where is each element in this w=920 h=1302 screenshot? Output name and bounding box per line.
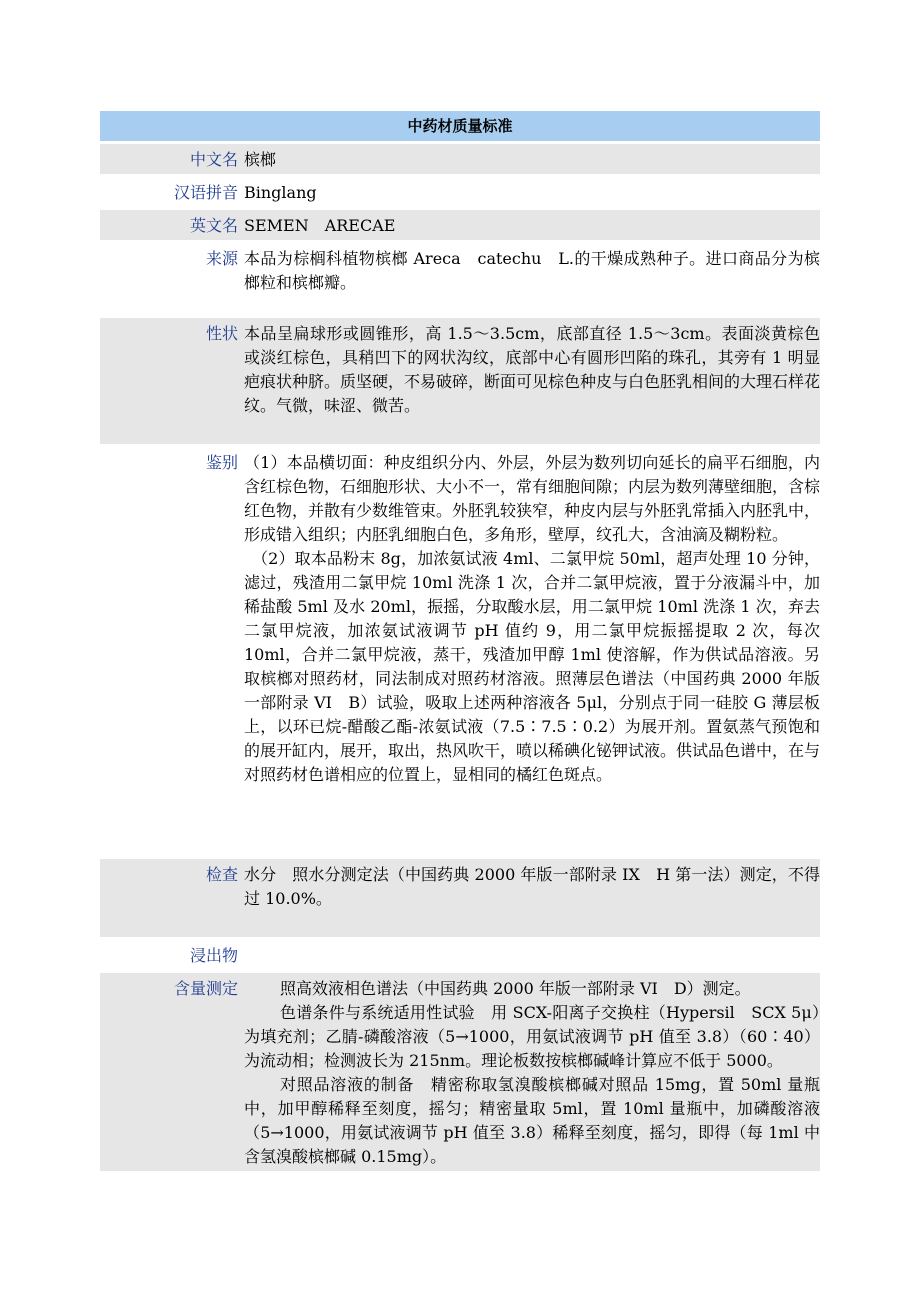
row-character [100, 318, 820, 444]
label-english-name: 英文名 [189, 216, 238, 235]
identification-paragraph-2: （2）取本品粉末 8g，加浓氨试液 4ml、二氯甲烷 50ml，超声处理 10 分钟，滤过，残渣用二氯甲烷 10ml 洗涤 1 次，合并二氯甲烷液，置于分液漏斗中，加稀盐酸 5ml 及水 20ml，振摇，分取酸水层，用二氯甲烷 10ml 洗涤 1 次，弃去二氯甲烷液，加浓氨试液调节 pH 值约 9，用二氯甲烷振摇提取 2 次，每次 10ml，合并二氯甲烷液，蒸干，残渣加甲醇 1ml 使溶解，作为供试品溶液。另取槟榔对照药材，同法制成对照药材溶液。照薄层色谱法（中国药典 2000 年版一部附录 VI B）试验，吸取上述两种溶液各 5μl，分别点于同一硅胶 G 薄层板上，以环已烷-醋酸乙酯-浓氨试液（7.5∶7.5∶0.2）为展开剂。置氨蒸气预饱和的展开缸内，展开，取出，热风吹干，喷以稀碘化铋钾试液。供试品色谱中，在与对照药材色谱相应的位置上，显相同的橘红色斑点。 [244, 549, 821, 784]
row-identification [100, 447, 820, 856]
assay-paragraph-3: 对照品溶液的制备 精密称取氢溴酸槟榔碱对照品 15mg，置 50ml 量瓶中，加甲醇稀释至刻度，摇匀；精密量取 5ml，置 10ml 量瓶中，加磷酸溶液（5→1000，用氨试液调节 pH 值至 3.8）稀释至刻度，摇匀，即得（每 1ml 中含氢溴酸槟榔碱 0.15mg）。 [244, 1075, 820, 1166]
value-english-name: SEMEN ARECAE [244, 216, 396, 235]
row-inspection [100, 859, 820, 937]
assay-paragraph-1: 照高效液相色谱法（中国药典 2000 年版一部附录 VI D）测定。 [280, 979, 751, 998]
value-identification [238, 447, 820, 856]
standard-table [100, 111, 820, 1174]
identification-paragraph-1: （1）本品横切面：种皮组织分内、外层，外层为数列切向延长的扁平石细胞，内含红棕色物，石细胞形状、大小不一，常有细胞间隙；内层为数列薄壁细胞，含棕红色物，并散有少数维管束。外胚乳较狭窄，种皮内层与外胚乳常插入内胚乳中，形成错入组织；内胚乳细胞白色，多角形，壁厚，纹孔大，含油滴及糊粉粒。 [244, 453, 821, 544]
label-character: 性状 [205, 324, 238, 343]
value-pinyin: Binglang [244, 183, 317, 202]
value-character: 本品呈扁球形或圆锥形，高 1.5～3.5cm，底部直径 1.5～3cm。表面淡黄棕色或淡红棕色，具稍凹下的网状沟纹，底部中心有圆形凹陷的珠孔，其旁有 1 明显疤痕状种脐。质坚硬，不易破碎，断面可见棕色种皮与白色胚乳相间的大理石样花纹。气微，味涩、微苦。 [244, 324, 821, 415]
row-assay [100, 973, 820, 1171]
row-source [100, 243, 820, 315]
table-title: 中药材质量标准 [100, 111, 820, 141]
label-pinyin: 汉语拼音 [173, 183, 238, 202]
label-inspection: 检查 [205, 865, 238, 884]
value-assay [238, 973, 820, 1171]
label-chinese-name: 中文名 [189, 150, 238, 169]
label-source: 来源 [205, 249, 238, 268]
row-chinese-name [100, 144, 820, 174]
value-chinese-name: 槟榔 [244, 150, 277, 169]
value-inspection: 水分 照水分测定法（中国药典 2000 年版一部附录 IX H 第一法）测定，不得过 10.0%。 [244, 865, 820, 908]
row-extract [100, 940, 820, 970]
label-identification: 鉴别 [205, 453, 238, 472]
row-english-name [100, 210, 820, 240]
value-extract [238, 940, 820, 970]
value-source: 本品为棕榈科植物槟榔 Areca catechu L.的干燥成熟种子。进口商品分为槟榔粒和槟榔瓣。 [244, 249, 820, 292]
row-pinyin [100, 177, 820, 207]
assay-paragraph-2: 色谱条件与系统适用性试验 用 SCX-阳离子交换柱（Hypersil SCX 5μ）为填充剂；乙腈-磷酸溶液（5→1000，用氨试液调节 pH 值至 3.8）（60∶40）为流动相；检测波长为 215nm。理论板数按槟榔碱峰计算应不低于 5000。 [244, 1003, 820, 1070]
label-assay: 含量测定 [173, 979, 238, 998]
label-extract: 浸出物 [189, 946, 238, 965]
